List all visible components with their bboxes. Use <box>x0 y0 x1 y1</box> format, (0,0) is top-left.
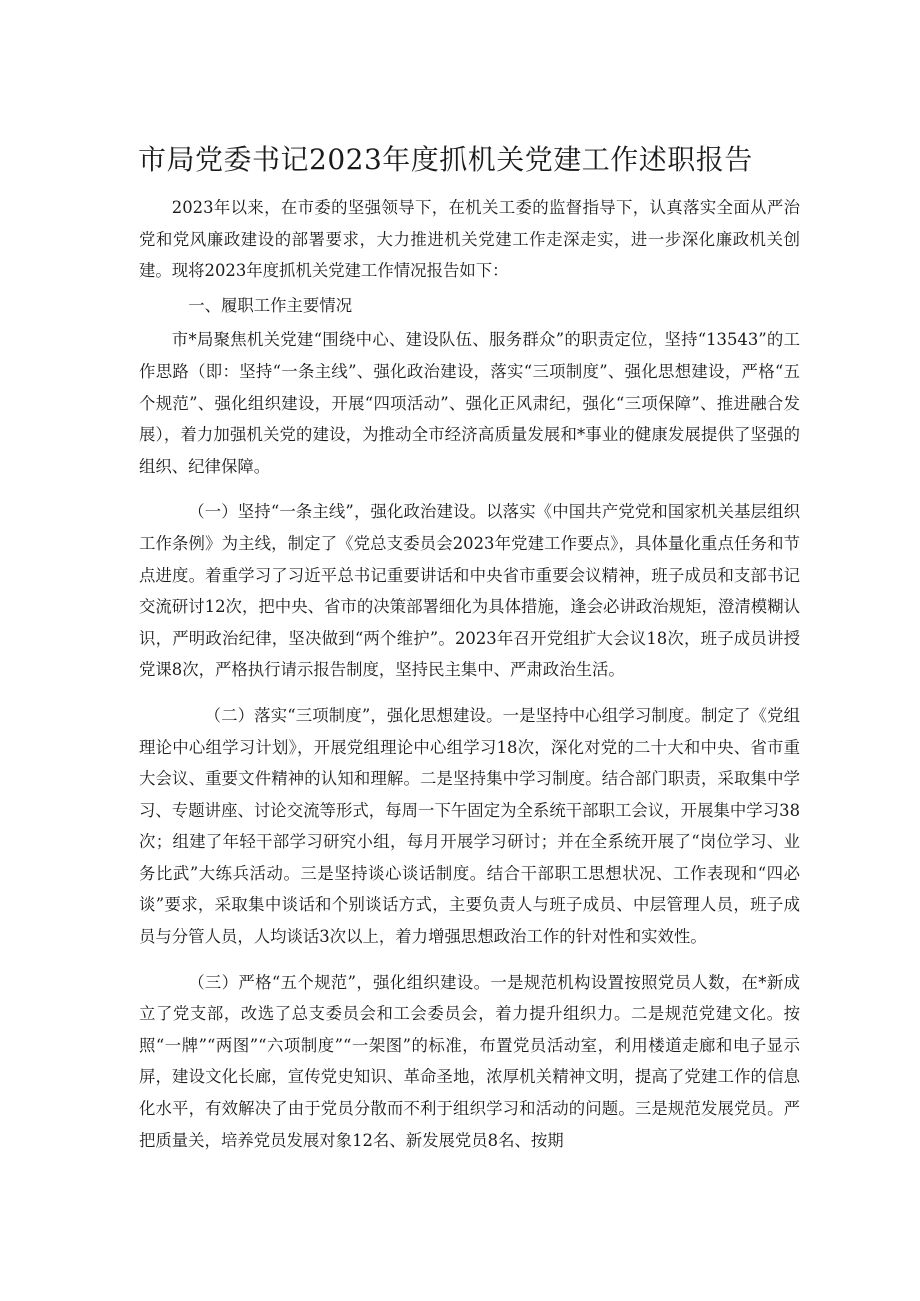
section-heading-performance: 一、履职工作主要情况 <box>188 295 353 315</box>
item-ideological-construction: （二）落实“三项制度”，强化思想建设。一是坚持中心组学习制度。制定了《党组理论中心组学习计划》，开展党组理论中心组学习18次，深化对党的二十大和中央、省市重大会议、重要文件精神的认知和理解。二是坚持集中学习制度。结合部门职责，采取集中学习、专题讲座、讨论交流等形式，每周一下午固定为全系统干部职工会议，开展集中学习38次；组建了年轻干部学习研究小组，每月开展学习研讨；并在全系统开展了“岗位学习、业务比武”大练兵活动。三是坚持谈心谈话制度。结合干部职工思想状况、工作表现和“四必谈”要求，采取集中谈话和个别谈话方式，主要负责人与班子成员、中层管理人员，班子成员与分管人员，人均谈话3次以上，着力增强思想政治工作的针对性和实效性。 <box>139 705 800 947</box>
overview-paragraph: 市*局聚焦机关党建“围绕中心、建设队伍、服务群众”的职责定位，坚持“13543”的工作思路（即：坚持“一条主线”、强化政治建设，落实“三项制度”、强化思想建设，严格“五个规范”、强化组织建设，开展“四项活动”、强化正风肃纪，强化“三项保障”、推进融合发展），着力加强机关党的建设，为推动全市经济高质量发展和*事业的健康发展提供了坚强的组织、纪律保障。 <box>139 330 800 476</box>
document-body <box>139 192 800 1156</box>
item-organizational-construction: （三）严格“五个规范”，强化组织建设。一是规范机构设置按照党员人数，在*新成立了党支部，改选了总支委员会和工会委员会，着力提升组织力。二是规范党建文化。按照“一牌”“两图”“六项制度”“一架图”的标准，布置党员活动室，利用楼道走廊和电子显示屏，建设文化长廊，宣传党史知识、革命圣地，浓厚机关精神文明，提高了党建工作的信息化水平，有效解决了由于党员分散而不利于组织学习和活动的问题。三是规范发展党员。严把质量关，培养党员发展对象12名、新发展党员8名、按期 <box>139 972 800 1150</box>
document-title: 市局党委书记2023年度抓机关党建工作述职报告 <box>138 143 753 176</box>
item-political-construction: （一）坚持“一条主线”，强化政治建设。以落实《中国共产党党和国家机关基层组织工作条例》为主线，制定了《党总支委员会2023年党建工作要点》，具体量化重点任务和节点进度。着重学习了习近平总书记重要讲话和中央省市重要会议精神，班子成员和支部书记交流研讨12次，把中央、省市的决策部署细化为具体措施，逢会必讲政治规矩，澄清模糊认识，严明政治纪律，坚决做到“两个维护”。2023年召开党组扩大会议18次，班子成员讲授党课8次，严格执行请示报告制度，坚持民主集中、严肃政治生活。 <box>139 502 800 680</box>
intro-paragraph: 2023年以来，在市委的坚强领导下，在机关工委的监督指导下，认真落实全面从严治党和党风廉政建设的部署要求，大力推进机关党建工作走深走实，进一步深化廉政机关创建。现将2023年度抓机关党建工作情况报告如下： <box>139 198 800 281</box>
